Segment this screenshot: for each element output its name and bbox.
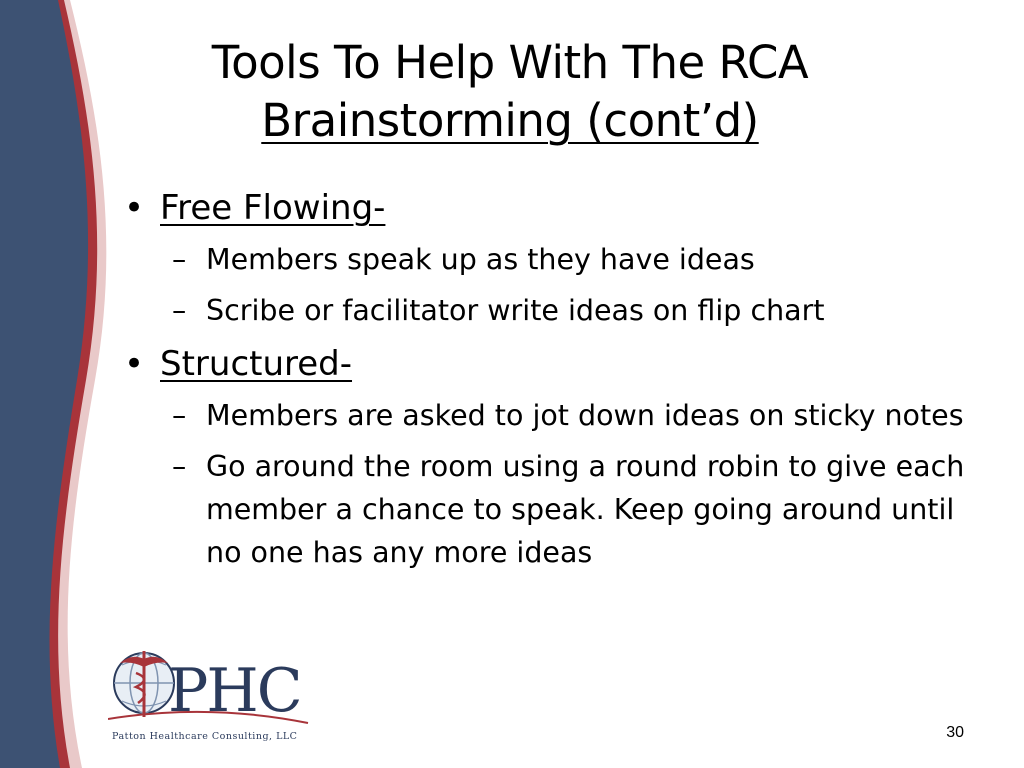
sub-bullet [122, 445, 982, 574]
bullet-marker: • [124, 188, 145, 228]
bullet-group-free-flowing [122, 186, 982, 332]
bullet-free-flowing [122, 186, 982, 230]
slide-title [110, 34, 910, 150]
slide-body [122, 186, 982, 584]
sub-bullet [122, 238, 982, 281]
logo-mark: PHC [168, 656, 301, 726]
sub-bullet-text: Scribe or facilitator write ideas on flip chart [206, 294, 825, 327]
dash-marker: – [172, 294, 187, 327]
dash-marker: – [172, 399, 187, 432]
bullet-group-structured [122, 342, 982, 574]
sub-bullet [122, 289, 982, 332]
dash-marker: – [172, 450, 187, 483]
globe-caduceus-icon [114, 651, 174, 717]
company-name: Patton Healthcare Consulting, LLC [112, 731, 298, 742]
title-line-2: Brainstorming (cont’d) [261, 94, 759, 147]
bullet-label: Free Flowing- [160, 188, 386, 228]
bullet-label: Structured- [160, 344, 353, 384]
bullet-marker: • [124, 344, 145, 384]
sub-bullet-text: Go around the room using a round robin to give each member a chance to speak. Keep going around until no one has any more ideas [206, 450, 965, 569]
sub-bullet-text: Members are asked to jot down ideas on sticky notes [206, 399, 964, 432]
dash-marker: – [172, 243, 187, 276]
sub-bullet [122, 394, 982, 437]
bullet-structured [122, 342, 982, 386]
sub-bullet-text: Members speak up as they have ideas [206, 243, 755, 276]
title-line-1: Tools To Help With The RCA [211, 36, 809, 89]
page-number: 30 [946, 724, 964, 741]
